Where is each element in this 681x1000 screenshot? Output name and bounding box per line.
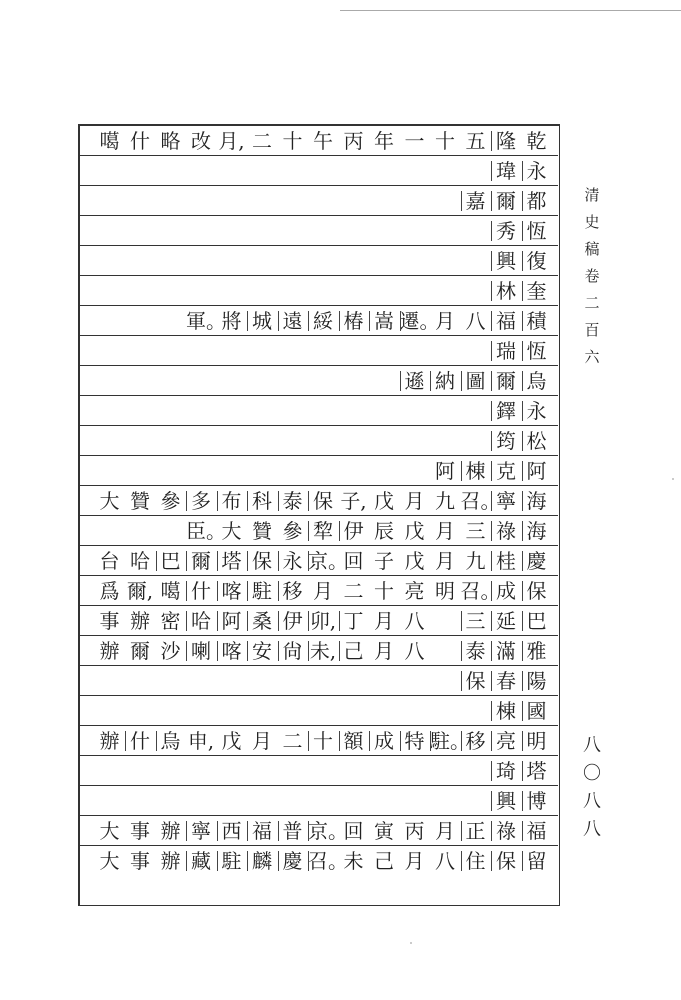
- cell-char: 略: [160, 129, 181, 153]
- cell-char: 移: [461, 729, 491, 753]
- cell-char: 棟: [461, 459, 491, 483]
- cell-char: 十: [374, 579, 394, 603]
- cell-char: 保: [522, 579, 552, 603]
- cell-char: 八: [465, 309, 486, 333]
- table-row: [80, 666, 558, 696]
- cell-char: 台: [99, 549, 120, 573]
- cell-char: 辰: [374, 519, 394, 543]
- cell-char: 什: [186, 579, 216, 603]
- cell-char: 博: [522, 789, 552, 813]
- cell-char: 安: [247, 639, 277, 663]
- cell-char: 棟: [491, 699, 521, 723]
- cell-char: 將: [221, 309, 242, 333]
- table-row: [80, 726, 558, 756]
- cell-char: 駐: [217, 849, 247, 873]
- cell-char: 正: [461, 819, 491, 843]
- cell-char: 月: [435, 549, 455, 573]
- cell-char: 遠: [278, 309, 308, 333]
- table-row: [80, 756, 558, 786]
- cell-char: 福: [247, 819, 277, 843]
- cell-char: 綏: [308, 309, 338, 333]
- table-row: [80, 186, 558, 216]
- margin-title: [581, 182, 603, 371]
- cell-char: 贊: [252, 519, 272, 543]
- cell-char: 保: [308, 489, 338, 513]
- cell-char: 明: [435, 579, 455, 603]
- table-row: [80, 426, 558, 456]
- cell-char: 移: [278, 579, 308, 603]
- cell-char: 大: [99, 849, 120, 873]
- margin-title-char: 稿: [584, 240, 600, 258]
- cell-char: 爾: [491, 189, 521, 213]
- cell-char: 召。: [308, 849, 348, 873]
- cell-char: 永: [522, 159, 552, 183]
- cell-char: 遜: [400, 369, 430, 393]
- cell-char: 圖: [461, 369, 491, 393]
- cell-char: 伊: [278, 609, 308, 633]
- cell-char: 參: [282, 519, 303, 543]
- cell-char: 奎: [522, 279, 552, 303]
- cell-char: 哈: [130, 549, 150, 573]
- page-number-char: 八: [583, 735, 601, 756]
- margin-title-char: 清: [584, 186, 600, 204]
- cell-char: 興: [491, 789, 521, 813]
- cell-char: 月: [374, 639, 394, 663]
- cell-char: 伊: [339, 519, 369, 543]
- cell-char: 丙: [404, 819, 425, 843]
- cell-char: 噶: [160, 579, 181, 603]
- table-row: [80, 546, 558, 576]
- margin-title-char: 卷: [584, 267, 600, 285]
- cell-char: 巴: [522, 609, 552, 633]
- cell-char: 事: [130, 819, 150, 843]
- cell-char: 犂: [308, 519, 338, 543]
- cell-char: 春: [491, 669, 521, 693]
- cell-char: 己: [374, 849, 394, 873]
- cell-char: 辦: [99, 729, 120, 753]
- cell-char: 福: [491, 309, 521, 333]
- cell-char: 爲: [99, 579, 120, 603]
- cell-char: 京。: [308, 549, 348, 573]
- margin-title-char: 百: [584, 321, 600, 339]
- cell-char: 月: [435, 309, 455, 333]
- cell-char: 保: [247, 549, 277, 573]
- table-row: [80, 306, 558, 336]
- cell-char: 慶: [522, 549, 552, 573]
- cell-char: 什: [125, 729, 155, 753]
- cell-char: 哈: [186, 609, 216, 633]
- cell-char: 泰: [278, 489, 308, 513]
- margin-title-char: 六: [584, 348, 600, 366]
- cell-char: 辦: [160, 819, 181, 843]
- cell-char: 九: [465, 549, 486, 573]
- cell-char: 駐。: [430, 729, 470, 753]
- table-row: [80, 846, 558, 876]
- cell-char: 滿: [491, 639, 521, 663]
- cell-char: 尙: [278, 639, 308, 663]
- cell-char: 瑋: [491, 159, 521, 183]
- cell-char: 辦: [160, 849, 181, 873]
- table-row: [80, 636, 558, 666]
- cell-char: 城: [247, 309, 277, 333]
- table-row: [80, 366, 558, 396]
- cell-char: 沙: [160, 639, 181, 663]
- cell-char: 贊: [130, 489, 150, 513]
- table-row: [80, 336, 558, 366]
- cell-char: 己: [339, 639, 369, 663]
- cell-char: 明: [522, 729, 552, 753]
- cell-char: 駐: [247, 579, 277, 603]
- cell-char: 爾: [130, 639, 150, 663]
- cell-char: 嵩: [369, 309, 399, 333]
- cell-char: 月: [435, 519, 455, 543]
- cell-char: 八: [404, 639, 425, 663]
- cell-char: 成: [491, 579, 521, 603]
- cell-char: 保: [491, 849, 521, 873]
- cell-char: 麟: [247, 849, 277, 873]
- cell-char: 烏: [156, 729, 186, 753]
- table-row: [80, 696, 558, 726]
- cell-char: 多: [186, 489, 216, 513]
- cell-char: 月: [252, 729, 272, 753]
- cell-char: 瑞: [491, 339, 521, 363]
- cell-char: 軍。: [186, 309, 226, 333]
- cell-char: 留: [522, 849, 552, 873]
- cell-char: 什: [130, 129, 150, 153]
- table-row: [80, 576, 558, 606]
- cell-char: 興: [491, 249, 521, 273]
- cell-char: 大: [221, 519, 242, 543]
- cell-char: 阿: [522, 459, 552, 483]
- cell-char: 爾: [491, 369, 521, 393]
- table-row: [80, 486, 558, 516]
- page-number-char: 〇: [583, 763, 601, 784]
- cell-char: 五: [465, 129, 486, 153]
- table-row: [80, 156, 558, 186]
- cell-char: 喀: [217, 639, 247, 663]
- cell-char: 回: [343, 549, 364, 573]
- cell-char: 福: [522, 819, 552, 843]
- cell-char: 阿: [217, 609, 247, 633]
- cell-char: 一: [404, 129, 425, 153]
- cell-char: [430, 639, 460, 663]
- cell-char: 保: [461, 669, 491, 693]
- cell-char: 八: [435, 849, 455, 873]
- cell-char: 月: [404, 489, 425, 513]
- cell-char: 京。: [308, 819, 348, 843]
- cell-char: 回: [343, 819, 364, 843]
- cell-char: 月: [404, 849, 425, 873]
- table-row: [80, 456, 558, 486]
- cell-char: 九: [435, 489, 455, 513]
- cell-char: 申,: [187, 729, 215, 753]
- cell-char: 寧: [186, 819, 216, 843]
- cell-char: 國: [522, 699, 552, 723]
- cell-char: 戊: [221, 729, 242, 753]
- cell-char: 祿: [491, 819, 521, 843]
- cell-char: 恆: [522, 219, 552, 243]
- margin-title-char: 史: [584, 213, 600, 231]
- cell-char: 塔: [522, 759, 552, 783]
- cell-char: 二: [343, 579, 364, 603]
- cell-char: 積: [522, 309, 552, 333]
- cell-char: 月: [374, 609, 394, 633]
- cell-char: 子,: [340, 489, 367, 513]
- cell-char: 寅: [374, 819, 394, 843]
- cell-char: 十: [435, 129, 455, 153]
- cell-char: 慶: [278, 849, 308, 873]
- cell-char: 辦: [99, 639, 120, 663]
- cell-char: 塔: [217, 549, 247, 573]
- cell-char: 秀: [491, 219, 521, 243]
- cell-char: 科: [247, 489, 277, 513]
- margin-title-char: 二: [584, 294, 600, 312]
- cell-char: 辦: [130, 609, 150, 633]
- cell-char: 普: [278, 819, 308, 843]
- cell-char: 嘉: [461, 189, 491, 213]
- cell-char: 琦: [491, 759, 521, 783]
- cell-char: 復: [522, 249, 552, 273]
- cell-char: 二: [252, 129, 272, 153]
- cell-char: 特: [400, 729, 430, 753]
- cell-char: 午: [313, 129, 333, 153]
- cell-char: 祿: [491, 519, 521, 543]
- table-row: [80, 276, 558, 306]
- cell-char: 林: [491, 279, 521, 303]
- cell-char: 隆: [491, 129, 521, 153]
- cell-char: 陽: [522, 669, 552, 693]
- cell-char: 永: [522, 399, 552, 423]
- cell-char: 八: [404, 609, 425, 633]
- cell-char: 爾: [186, 549, 216, 573]
- cell-char: 戊: [374, 489, 394, 513]
- cell-char: 喇: [186, 639, 216, 663]
- cell-char: 乾: [526, 129, 547, 153]
- cell-char: 事: [130, 849, 150, 873]
- table-row: [80, 606, 558, 636]
- cell-char: 三: [461, 609, 491, 633]
- cell-char: 噶: [99, 129, 120, 153]
- cell-char: 海: [522, 519, 552, 543]
- cell-char: 卯,: [309, 609, 337, 633]
- cell-char: 巴: [156, 549, 186, 573]
- cell-char: 烏: [522, 369, 552, 393]
- cell-char: 密: [160, 609, 181, 633]
- cell-char: 阿: [435, 459, 455, 483]
- cell-char: 成: [369, 729, 399, 753]
- cell-char: 桂: [491, 549, 521, 573]
- cell-char: 十: [308, 729, 338, 753]
- cell-char: 桑: [247, 609, 277, 633]
- cell-char: 筠: [491, 429, 521, 453]
- top-rule: [340, 10, 681, 11]
- cell-char: 事: [99, 609, 120, 633]
- cell-char: 未,: [309, 639, 337, 663]
- cell-char: 戊: [404, 519, 425, 543]
- cell-char: 大: [99, 819, 120, 843]
- cell-char: 三: [465, 519, 486, 543]
- cell-char: 年: [374, 129, 394, 153]
- page-number-char: 八: [583, 819, 601, 840]
- cell-char: 亮: [491, 729, 521, 753]
- cell-char: 喀: [217, 579, 247, 603]
- table-row: [80, 126, 558, 156]
- cell-char: 月,: [218, 129, 245, 153]
- table-row: [80, 246, 558, 276]
- cell-char: 椿: [339, 309, 369, 333]
- cell-char: 克: [491, 459, 521, 483]
- cell-char: 泰: [461, 639, 491, 663]
- cell-char: 臣。: [186, 519, 226, 543]
- cell-char: 額: [339, 729, 369, 753]
- cell-char: 參: [160, 489, 181, 513]
- table-row: [80, 216, 558, 246]
- cell-char: 住: [461, 849, 491, 873]
- cell-char: 爾,: [126, 579, 154, 603]
- cell-char: 丁: [339, 609, 369, 633]
- cell-char: 恆: [522, 339, 552, 363]
- cell-char: 召。: [460, 579, 501, 603]
- cell-char: 子: [374, 549, 394, 573]
- table-row: [80, 516, 558, 546]
- cell-char: 鐸: [491, 399, 521, 423]
- table-row: [80, 816, 558, 846]
- cell-char: 海: [522, 489, 552, 513]
- cell-char: 延: [491, 609, 521, 633]
- cell-char: 月: [435, 819, 455, 843]
- cell-char: 二: [282, 729, 303, 753]
- table-row: [80, 786, 558, 816]
- cell-char: 都: [522, 189, 552, 213]
- cell-char: 寧: [491, 489, 521, 513]
- cell-char: 藏: [186, 849, 216, 873]
- cell-char: 西: [217, 819, 247, 843]
- speck: [410, 942, 412, 944]
- cell-char: 十: [282, 129, 303, 153]
- cell-char: 亮: [404, 579, 425, 603]
- cell-char: 戊: [404, 549, 425, 573]
- cell-char: 未: [343, 849, 364, 873]
- cell-char: 月: [313, 579, 333, 603]
- cell-char: 永: [278, 549, 308, 573]
- cell-char: [430, 609, 460, 633]
- page-number-char: 八: [583, 791, 601, 812]
- table-row: [80, 396, 558, 426]
- cell-char: 布: [217, 489, 247, 513]
- page-number: [581, 732, 603, 844]
- cell-char: 改: [191, 129, 211, 153]
- cell-char: 松: [522, 429, 552, 453]
- cell-char: 遷。: [399, 309, 440, 333]
- cell-char: 大: [99, 489, 120, 513]
- cell-char: 雅: [522, 639, 552, 663]
- table-body: [80, 126, 558, 876]
- speck: [672, 478, 674, 480]
- cell-char: 納: [430, 369, 460, 393]
- cell-char: 召。: [460, 489, 501, 513]
- cell-char: 丙: [343, 129, 364, 153]
